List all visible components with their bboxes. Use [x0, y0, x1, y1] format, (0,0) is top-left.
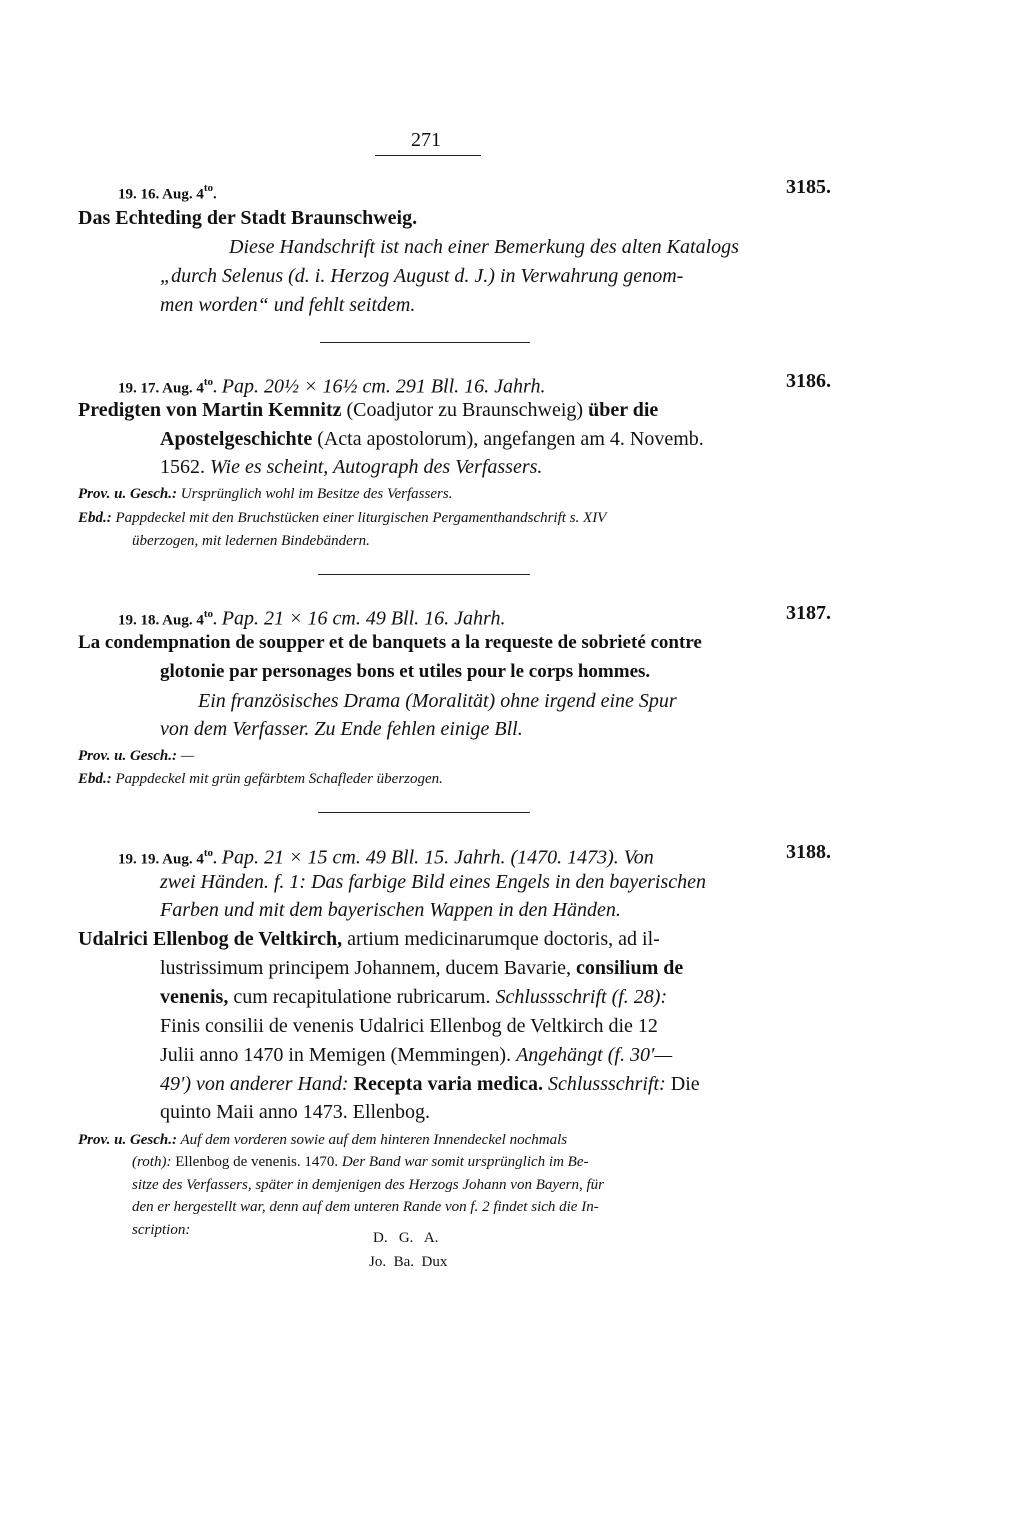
provenance: scription: [132, 1222, 191, 1238]
entry-number: 3188. [786, 841, 831, 863]
entry-note: Diese Handschrift ist nach einer Bemerkung des alten Katalogs [229, 236, 739, 258]
entry-title: Julii anno 1470 in Memigen (Memmingen). Angehängt (f. 30′— [160, 1044, 673, 1066]
entry-note: „durch Selenus (d. i. Herzog August d. J.) in Verwahrung genom- [160, 265, 684, 287]
entry-title: Apostelgeschichte (Acta apostolorum), angefangen am 4. Novemb. [160, 428, 704, 450]
entry-title: lustrissimum principem Johannem, ducem Bavarie, consilium de [160, 957, 684, 979]
entry-title: Finis consilii de venenis Udalrici Ellenbog de Veltkirch die 12 [160, 1015, 658, 1037]
binding: überzogen, mit ledernen Bindebändern. [132, 533, 370, 549]
divider [318, 574, 530, 575]
entry-title: La condempnation de soupper et de banquets a la requeste de sobrieté contre [78, 632, 702, 653]
entry-number: 3185. [786, 176, 831, 198]
inscription: Jo. Ba. Dux [369, 1254, 448, 1270]
entry-signature: 19. 19. Aug. $4^{to}$. Pap. 21 × 15 cm. 49 Bll. 15. Jahrh. (1470. 1473). Von [118, 846, 654, 869]
entry-signature: 19. 17. Aug. $4^{to}$. Pap. 20½ × 16½ cm. 291 Bll. 16. Jahrh. [118, 375, 546, 398]
provenance: Prov. u. Gesch.: Ursprünglich wohl im Besitze des Verfassers. [78, 486, 453, 502]
binding: Ebd.: Pappdeckel mit den Bruchstücken einer liturgischen Pergamenthandschrift s. XIV [78, 510, 607, 526]
entry-title: glotonie par personages bons et utiles pour le corps hommes. [160, 661, 651, 682]
provenance: Prov. u. Gesch.: — [78, 748, 195, 764]
entry-signature: 19. 16. Aug. $4^{to}$. [118, 182, 217, 203]
provenance: (roth): Ellenbog de venenis. 1470. Der Band war somit ursprünglich im Be- [132, 1154, 589, 1170]
page-number: 271 [411, 129, 441, 151]
entry-note: men worden“ und fehlt seitdem. [160, 294, 416, 316]
binding: Ebd.: Pappdeckel mit grün gefärbtem Schafleder überzogen. [78, 771, 443, 787]
entry-title: venenis, cum recapitulatione rubricarum. Schlussschrift (f. 28): [160, 986, 668, 1008]
entry-title: Udalrici Ellenbog de Veltkirch, artium medicinarumque doctoris, ad il- [78, 928, 660, 950]
entry-number: 3187. [786, 602, 831, 624]
entry-desc: zwei Händen. f. 1: Das farbige Bild eines Engels in den bayerischen [160, 871, 707, 893]
entry-desc: Farben und mit dem bayerischen Wappen in den Händen. [160, 899, 621, 921]
entry-note: Ein französisches Drama (Moralität) ohne irgend eine Spur [198, 690, 677, 712]
entry-note: von dem Verfasser. Zu Ende fehlen einige Bll. [160, 718, 523, 740]
divider [375, 155, 481, 156]
divider [320, 342, 530, 343]
inscription: D. G. A. [373, 1230, 439, 1246]
entry-title: 49′) von anderer Hand: Recepta varia medica. Schlussschrift: Die [160, 1073, 700, 1095]
entry-number: 3186. [786, 370, 831, 392]
provenance: Prov. u. Gesch.: Auf dem vorderen sowie auf dem hinteren Innendeckel nochmals [78, 1132, 568, 1148]
provenance: sitze des Verfassers, später in demjenigen des Herzogs Johann von Bayern, für [132, 1177, 605, 1193]
divider [318, 812, 530, 813]
entry-title: 1562. Wie es scheint, Autograph des Verfassers. [160, 456, 543, 478]
entry-title: quinto Maii anno 1473. Ellenbog. [160, 1101, 430, 1123]
provenance: den er hergestellt war, denn auf dem unteren Rande von f. 2 findet sich die In- [132, 1199, 599, 1215]
entry-title: Das Echteding der Stadt Braunschweig. [78, 207, 418, 229]
entry-signature: 19. 18. Aug. $4^{to}$. Pap. 21 × 16 cm. 49 Bll. 16. Jahrh. [118, 607, 506, 630]
entry-title: Predigten von Martin Kemnitz (Coadjutor zu Braunschweig) über die [78, 399, 659, 421]
